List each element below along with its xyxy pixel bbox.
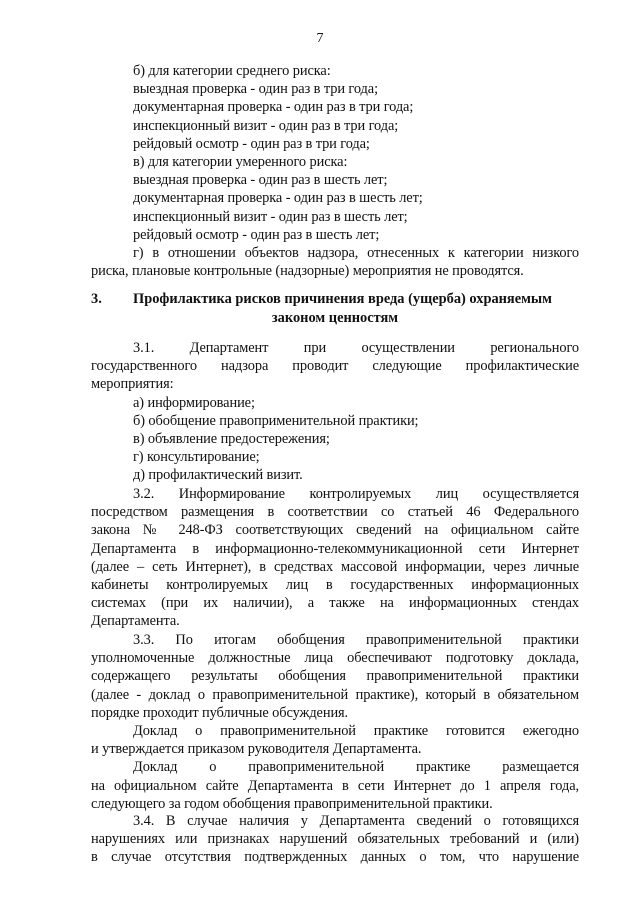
text-line: государственного надзора проводит следующие профилактические xyxy=(91,358,579,375)
text-line: кабинеты контролируемых лиц в государственных информационных xyxy=(91,577,579,594)
text-line: порядке проходит публичные обсуждения. xyxy=(91,704,349,721)
text-line: на официальном сайте Департамента в сети Интернет до 1 апреля года, xyxy=(91,777,579,794)
text-line: выездная проверка - один раз в три года; xyxy=(133,81,378,98)
text-line: и утверждается приказом руководителя Департамента. xyxy=(91,741,422,758)
text-line: Доклад о правоприменительной практике размещается xyxy=(133,759,579,776)
text-line: закона № 248-ФЗ соответствующих сведений на официальном сайте xyxy=(91,522,579,539)
section-title-line: Профилактика рисков причинения вреда (ущерба) охраняемым xyxy=(133,291,552,307)
text-line: документарная проверка - один раз в три года; xyxy=(133,99,414,116)
text-line: посредством размещения в соответствии со статьей 46 Федерального xyxy=(91,504,579,521)
risk-category-list xyxy=(91,62,579,244)
text-line: документарная проверка - один раз в шесть лет; xyxy=(133,190,423,207)
list-item: г) консультирование; xyxy=(133,449,260,466)
text-line: рейдовый осмотр - один раз в три года; xyxy=(133,135,370,152)
text-line: (далее - доклад о правоприменительной практике), который в обязательном xyxy=(91,686,579,703)
text-line: Департамента. xyxy=(91,613,180,630)
text-line: инспекционный визит - один раз в шесть лет; xyxy=(133,208,408,225)
list-item: б) обобщение правоприменительной практики; xyxy=(133,412,419,429)
text-line: системах (при их наличии), а также на информационных стендах xyxy=(91,595,579,612)
text-line: следующего за годом обобщения правоприменительной практики. xyxy=(91,795,493,812)
paragraph-3-1 xyxy=(91,339,579,485)
paragraph-3-3 xyxy=(91,631,579,813)
text-line: 3.4. В случае наличия у Департамента сведений о готовящихся xyxy=(133,813,579,829)
text-line: 3.3. По итогам обобщения правоприменительной практики xyxy=(133,632,579,648)
text-line: 3.1. Департамент при осуществлении регионального xyxy=(133,340,579,356)
list-item: а) информирование; xyxy=(133,394,255,411)
text-line: в) для категории умеренного риска: xyxy=(133,154,348,171)
paragraph-3-4 xyxy=(91,812,579,867)
text-line: Доклад о правоприменительной практике готовится ежегодно xyxy=(133,723,579,740)
list-item: в) объявление предостережения; xyxy=(133,431,330,448)
text-line: содержащего результаты обобщения правоприменительной практики xyxy=(91,668,579,685)
text-line: инспекционный визит - один раз в три года; xyxy=(133,117,399,134)
text-line: 3.2. Информирование контролируемых лиц осуществляется xyxy=(133,486,579,502)
paragraph-low-risk xyxy=(91,244,579,280)
section-title-line: законом ценностям xyxy=(271,310,399,326)
text-line: уполномоченные должностные лица обеспечивают подготовку доклада, xyxy=(91,650,579,667)
page-number: 7 xyxy=(316,31,324,46)
text-line: рейдовый осмотр - один раз в шесть лет; xyxy=(133,226,380,243)
text-line: б) для категории среднего риска: xyxy=(133,63,331,79)
text-line: риска, плановые контрольные (надзорные) мероприятия не проводятся. xyxy=(91,263,524,280)
text-line: мероприятия: xyxy=(91,376,174,393)
text-line: в случае отсутствия подтвержденных данных о том, что нарушение xyxy=(91,849,579,866)
list-item: д) профилактический визит. xyxy=(133,467,303,484)
section-number: 3. xyxy=(91,291,102,307)
text-line: нарушениях или признаках нарушений обязательных требований и (или) xyxy=(91,831,579,848)
text-line: выездная проверка - один раз в шесть лет; xyxy=(133,172,388,189)
text-line: (далее – сеть Интернет), в средствах массовой информации, через личные xyxy=(91,558,579,575)
text-line: г) в отношении объектов надзора, отнесенных к категории низкого xyxy=(133,245,579,261)
paragraph-3-2 xyxy=(91,485,579,631)
text-line: Департамента в информационно-телекоммуникационной сети Интернет xyxy=(91,540,579,557)
